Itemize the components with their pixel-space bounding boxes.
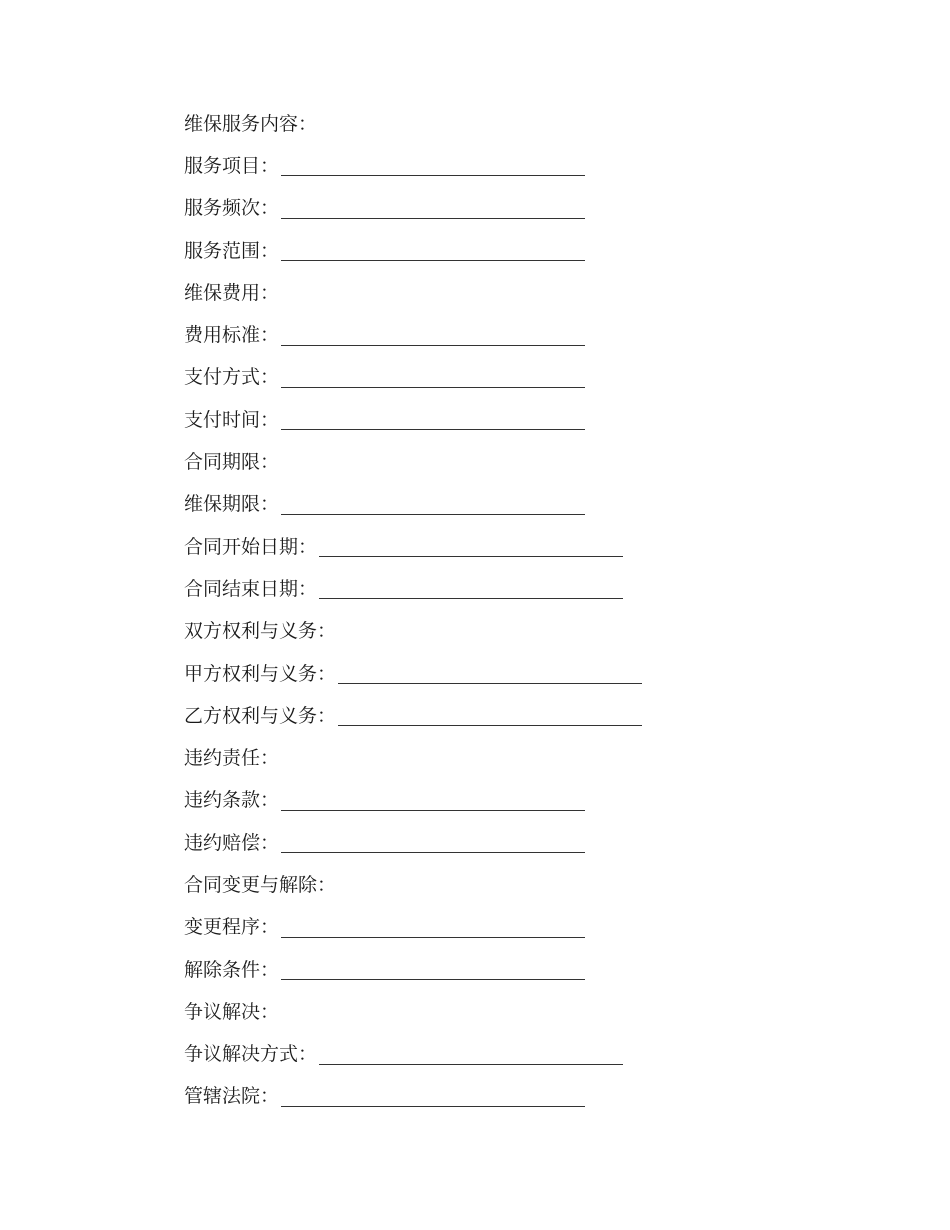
fill-in-blank-line[interactable] xyxy=(338,682,642,684)
form-field-row xyxy=(184,312,884,354)
field-label: 违约赔偿： xyxy=(184,831,280,854)
field-label: 费用标准： xyxy=(184,324,280,347)
field-label: 乙方权利与义务： xyxy=(184,704,337,727)
section-title: 合同期限： xyxy=(184,451,280,474)
fill-in-blank-line[interactable] xyxy=(281,174,585,176)
fill-in-blank-line[interactable] xyxy=(319,1063,623,1065)
section-title: 争议解决： xyxy=(184,1000,280,1023)
form-field-row xyxy=(184,651,884,693)
section-title: 维保费用： xyxy=(184,281,280,304)
fill-in-blank-line[interactable] xyxy=(281,851,585,853)
section-heading xyxy=(184,270,884,312)
section-heading xyxy=(184,609,884,651)
section-title: 双方权利与义务： xyxy=(184,620,337,643)
contract-form xyxy=(184,101,884,1116)
form-field-row xyxy=(184,143,884,185)
field-label: 争议解决方式： xyxy=(184,1043,318,1066)
section-title: 维保服务内容： xyxy=(184,112,318,135)
field-label: 维保期限： xyxy=(184,493,280,516)
field-label: 合同结束日期： xyxy=(184,577,318,600)
fill-in-blank-line[interactable] xyxy=(338,724,642,726)
section-title: 违约责任： xyxy=(184,747,280,770)
field-label: 违约条款： xyxy=(184,789,280,812)
form-field-row xyxy=(184,482,884,524)
fill-in-blank-line[interactable] xyxy=(281,1105,585,1107)
section-heading xyxy=(184,862,884,904)
fill-in-blank-line[interactable] xyxy=(281,386,585,388)
field-label: 合同开始日期： xyxy=(184,535,318,558)
form-field-row xyxy=(184,1032,884,1074)
fill-in-blank-line[interactable] xyxy=(281,428,585,430)
field-label: 解除条件： xyxy=(184,958,280,981)
fill-in-blank-line[interactable] xyxy=(281,809,585,811)
fill-in-blank-line[interactable] xyxy=(281,936,585,938)
form-field-row xyxy=(184,1074,884,1116)
fill-in-blank-line[interactable] xyxy=(281,513,585,515)
field-label: 支付时间： xyxy=(184,408,280,431)
form-field-row xyxy=(184,186,884,228)
field-label: 管辖法院： xyxy=(184,1085,280,1108)
section-heading xyxy=(184,101,884,143)
field-label: 甲方权利与义务： xyxy=(184,662,337,685)
section-heading xyxy=(184,439,884,481)
field-label: 服务频次： xyxy=(184,197,280,220)
form-field-row xyxy=(184,228,884,270)
fill-in-blank-line[interactable] xyxy=(319,597,623,599)
form-field-row xyxy=(184,397,884,439)
fill-in-blank-line[interactable] xyxy=(281,978,585,980)
section-title: 合同变更与解除： xyxy=(184,873,337,896)
fill-in-blank-line[interactable] xyxy=(319,555,623,557)
form-field-row xyxy=(184,355,884,397)
form-field-row xyxy=(184,566,884,608)
fill-in-blank-line[interactable] xyxy=(281,344,585,346)
form-field-row xyxy=(184,778,884,820)
field-label: 服务项目： xyxy=(184,154,280,177)
section-heading xyxy=(184,735,884,777)
form-field-row xyxy=(184,820,884,862)
form-field-row xyxy=(184,524,884,566)
field-label: 服务范围： xyxy=(184,239,280,262)
fill-in-blank-line[interactable] xyxy=(281,259,585,261)
form-field-row xyxy=(184,947,884,989)
form-field-row xyxy=(184,905,884,947)
field-label: 支付方式： xyxy=(184,366,280,389)
section-heading xyxy=(184,989,884,1031)
fill-in-blank-line[interactable] xyxy=(281,217,585,219)
form-field-row xyxy=(184,693,884,735)
field-label: 变更程序： xyxy=(184,916,280,939)
